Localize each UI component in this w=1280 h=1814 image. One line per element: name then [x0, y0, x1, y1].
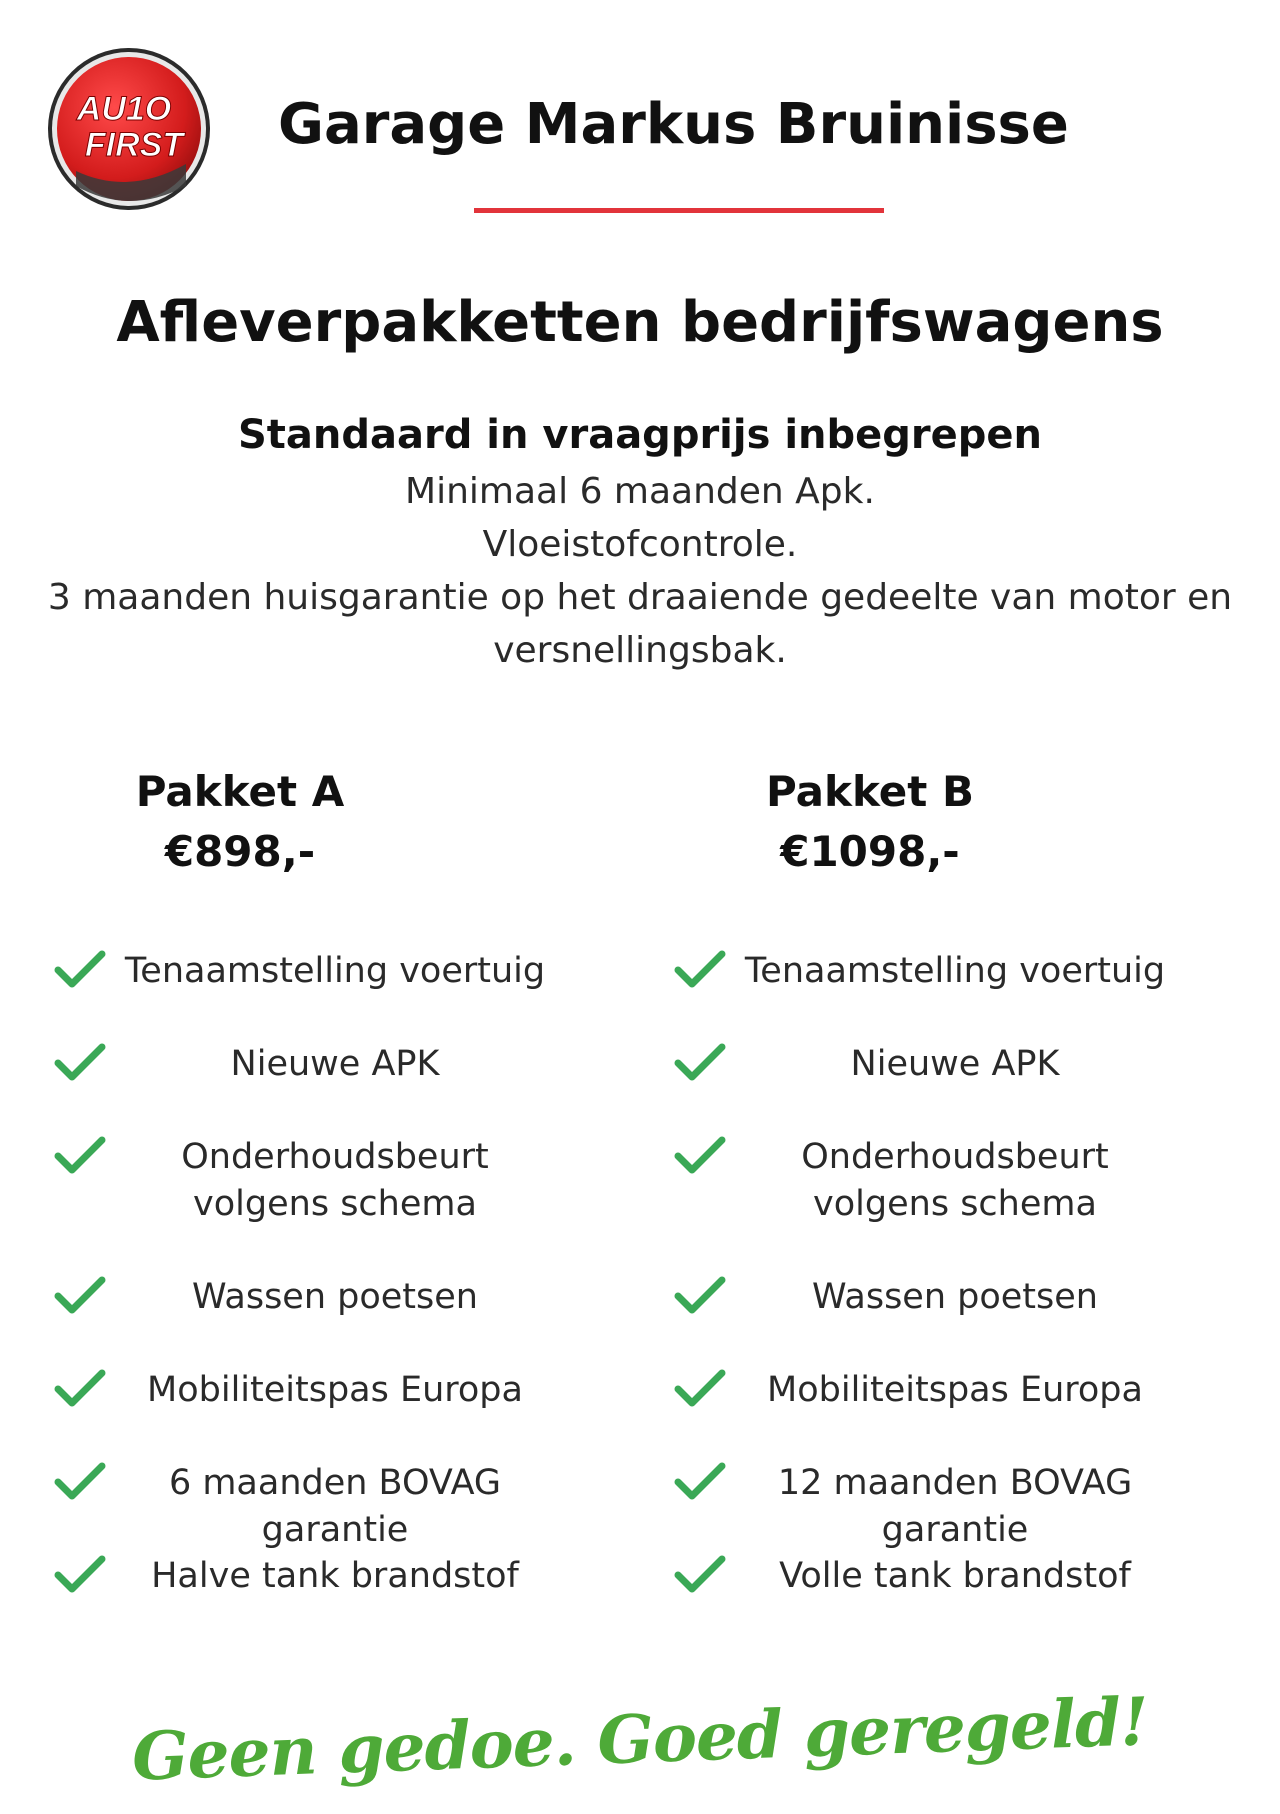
package-a: [0, 762, 620, 1596]
list-item: [620, 1041, 1240, 1121]
list-item: [0, 1041, 620, 1121]
check-icon: [54, 1460, 106, 1504]
standard-section: [0, 405, 1280, 677]
check-icon: [674, 1041, 726, 1085]
check-icon: [674, 1367, 726, 1411]
tagline: Geen gedoe. Goed geregeld!: [130, 1682, 1150, 1796]
package-price: €1098,-: [780, 827, 960, 876]
list-item: [0, 1460, 620, 1550]
standard-line: Vloeistofcontrole.: [482, 524, 798, 565]
feature-text: Tenaamstelling voertuig: [124, 951, 546, 991]
feature-text: Halve tank brandstof: [151, 1556, 519, 1596]
list-item: [620, 1553, 1240, 1633]
feature-text: Wassen poetsen: [192, 1277, 478, 1317]
check-icon: [54, 1134, 106, 1178]
check-icon: [54, 1041, 106, 1085]
feature-text: 6 maanden BOVAG garantie: [168, 1463, 502, 1550]
logo-text-bottom: FIRST: [84, 126, 184, 164]
logo-text-top: AU1O: [76, 90, 172, 128]
check-icon: [674, 1274, 726, 1318]
standard-line: Minimaal 6 maanden Apk.: [405, 471, 875, 512]
package-name: Pakket A: [135, 767, 345, 816]
check-icon: [674, 1460, 726, 1504]
feature-text: Mobiliteitspas Europa: [147, 1370, 523, 1410]
feature-text: 12 maanden BOVAG garantie: [777, 1463, 1133, 1550]
list-item: [620, 1134, 1240, 1224]
standard-line: 3 maanden huisgarantie op het draaiende gedeelte van motor en versnellingsbak.: [47, 577, 1233, 671]
feature-text: Onderhoudsbeurt volgens schema: [181, 1137, 489, 1224]
list-item: [620, 1367, 1240, 1447]
check-icon: [54, 948, 106, 992]
check-icon: [54, 1553, 106, 1597]
garage-name: Garage Markus Bruinisse: [278, 92, 1069, 157]
check-icon: [674, 1553, 726, 1597]
list-item: [0, 948, 620, 1028]
list-item: [620, 948, 1240, 1028]
list-item: [620, 1460, 1240, 1550]
feature-text: Nieuwe APK: [850, 1044, 1060, 1084]
check-icon: [54, 1274, 106, 1318]
feature-text: Volle tank brandstof: [779, 1556, 1131, 1596]
package-name: Pakket B: [766, 767, 974, 816]
title-underline: [474, 208, 884, 213]
auto-first-logo: [46, 46, 212, 212]
list-item: [0, 1134, 620, 1224]
list-item: [0, 1367, 620, 1447]
check-icon: [54, 1367, 106, 1411]
list-item: [0, 1274, 620, 1354]
standard-heading: Standaard in vraagprijs inbegrepen: [237, 412, 1043, 458]
package-price: €898,-: [164, 827, 316, 876]
feature-text: Mobiliteitspas Europa: [767, 1370, 1143, 1410]
feature-text: Wassen poetsen: [812, 1277, 1098, 1317]
list-item: [620, 1274, 1240, 1354]
check-icon: [674, 1134, 726, 1178]
feature-text: Onderhoudsbeurt volgens schema: [801, 1137, 1109, 1224]
page-title: Afleverpakketten bedrijfswagens: [116, 290, 1164, 355]
feature-text: Nieuwe APK: [230, 1044, 440, 1084]
list-item: [0, 1553, 620, 1633]
package-b: [620, 762, 1240, 1596]
feature-text: Tenaamstelling voertuig: [744, 951, 1166, 991]
check-icon: [674, 948, 726, 992]
